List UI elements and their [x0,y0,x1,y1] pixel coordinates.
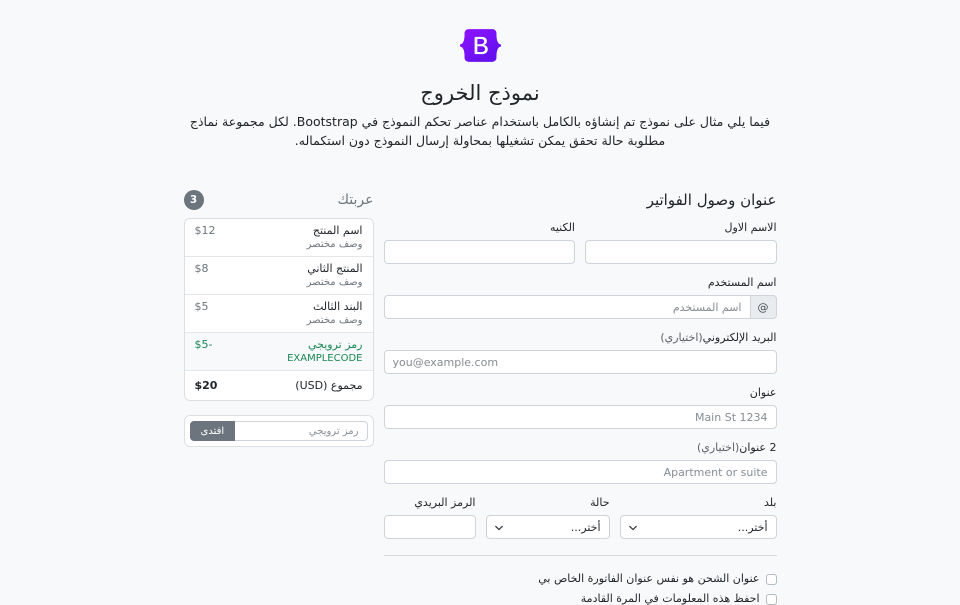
cart-item [185,219,373,256]
last-name-input[interactable] [384,240,576,264]
content-row [184,190,777,605]
state-select-value: أختر... [570,520,601,534]
form-divider [384,555,777,556]
cart-header [184,190,374,210]
billing-heading: عنوان وصول الفواتير [646,191,777,209]
promo-code-input[interactable] [235,421,367,441]
cart-item [185,256,373,294]
checkout-page [184,0,777,605]
cart-items-list [184,218,374,401]
state-label: حالة [590,496,610,509]
chevron-down-icon [629,524,637,532]
same-address-check-row [384,573,777,585]
first-name-label: الاسم الاول [724,221,777,234]
zip-group [384,496,476,539]
name-fields-row [384,221,777,264]
address2-label: 2 عنوان(اختياري) [696,441,777,454]
cart-item-price: $5 [194,300,209,313]
first-name-group [585,221,777,264]
last-name-label: الكنيه [549,221,575,234]
locale-fields-row [384,496,777,539]
cart-total-row [185,370,373,400]
country-select[interactable] [620,515,777,539]
promo-discount-amount: -$5 [194,338,213,351]
zip-label: الرمز البريدي [414,496,476,509]
promo-code-card [184,415,374,447]
at-sign-addon: @ [750,295,777,319]
cart-summary [184,190,374,447]
username-label: اسم المستخدم [707,276,777,289]
address-group [384,386,777,429]
cart-item [185,294,373,332]
same-address-checkbox-label: عنوان الشحن هو نفس عنوان الفاتورة الخاص بي [538,572,760,585]
save-info-checkbox[interactable] [766,594,777,605]
cart-item-price: $12 [194,224,216,237]
cart-item-title: اسم المنتج [312,224,363,237]
cart-item-title: المنتج الثاني [307,262,363,275]
cart-item-desc: وصف مختصر [306,239,363,250]
cart-item-title: البند الثالث [312,300,363,313]
email-group [384,331,777,374]
first-name-input[interactable] [585,240,777,264]
save-info-checkbox-label: احفظ هذه المعلومات في المرة القادمة [580,592,760,605]
address2-input[interactable] [384,460,777,484]
email-input[interactable] [384,350,777,374]
username-input[interactable] [384,295,750,319]
promo-code-row [185,332,373,370]
country-group [620,496,777,539]
cart-heading: عربتك [337,192,374,208]
billing-form [384,190,777,605]
state-group [486,496,610,539]
chevron-down-icon [495,524,503,532]
promo-input-group [190,421,368,441]
username-input-group [384,295,777,319]
address2-group [384,441,777,484]
bootstrap-logo-icon [460,29,501,62]
country-label: بلد [764,496,777,509]
promo-code-value: EXAMPLECODE [287,353,363,364]
address-input[interactable] [384,405,777,429]
address2-optional-hint: (اختياري) [696,441,740,454]
cart-item-price: $8 [194,262,209,275]
cart-total-label: مجموع (USD) [295,379,363,392]
address-label: عنوان [749,386,777,399]
redeem-button[interactable]: افتدى [190,421,236,441]
same-address-checkbox[interactable] [766,574,777,585]
cart-count-badge: 3 [184,190,204,210]
state-select[interactable] [486,515,610,539]
last-name-group [384,221,576,264]
page-title: نموذج الخروج [420,81,540,105]
page-header [184,0,777,150]
promo-row-title: رمز ترويجي [307,338,363,351]
page-lead: فيما يلي مثال على نموذج تم إنشاؤه بالكامل باستخدام عناصر تحكم النموذج في Bootstrap. لكل مجموعة نماذج مطلوبة حالة تحقق يمكن تشغيلها بمحاولة إرسال النموذج دون استكماله. [189,114,771,148]
email-label: البريد الإلكتروني(اختياري) [660,331,777,344]
cart-item-desc: وصف مختصر [306,277,363,288]
cart-item-desc: وصف مختصر [306,315,363,326]
email-optional-hint: (اختياري) [660,331,703,344]
username-group [384,276,777,319]
save-info-check-row [384,593,777,605]
zip-input[interactable] [384,515,476,539]
cart-total-amount: $20 [194,379,218,392]
country-select-value: أختر... [737,520,768,534]
